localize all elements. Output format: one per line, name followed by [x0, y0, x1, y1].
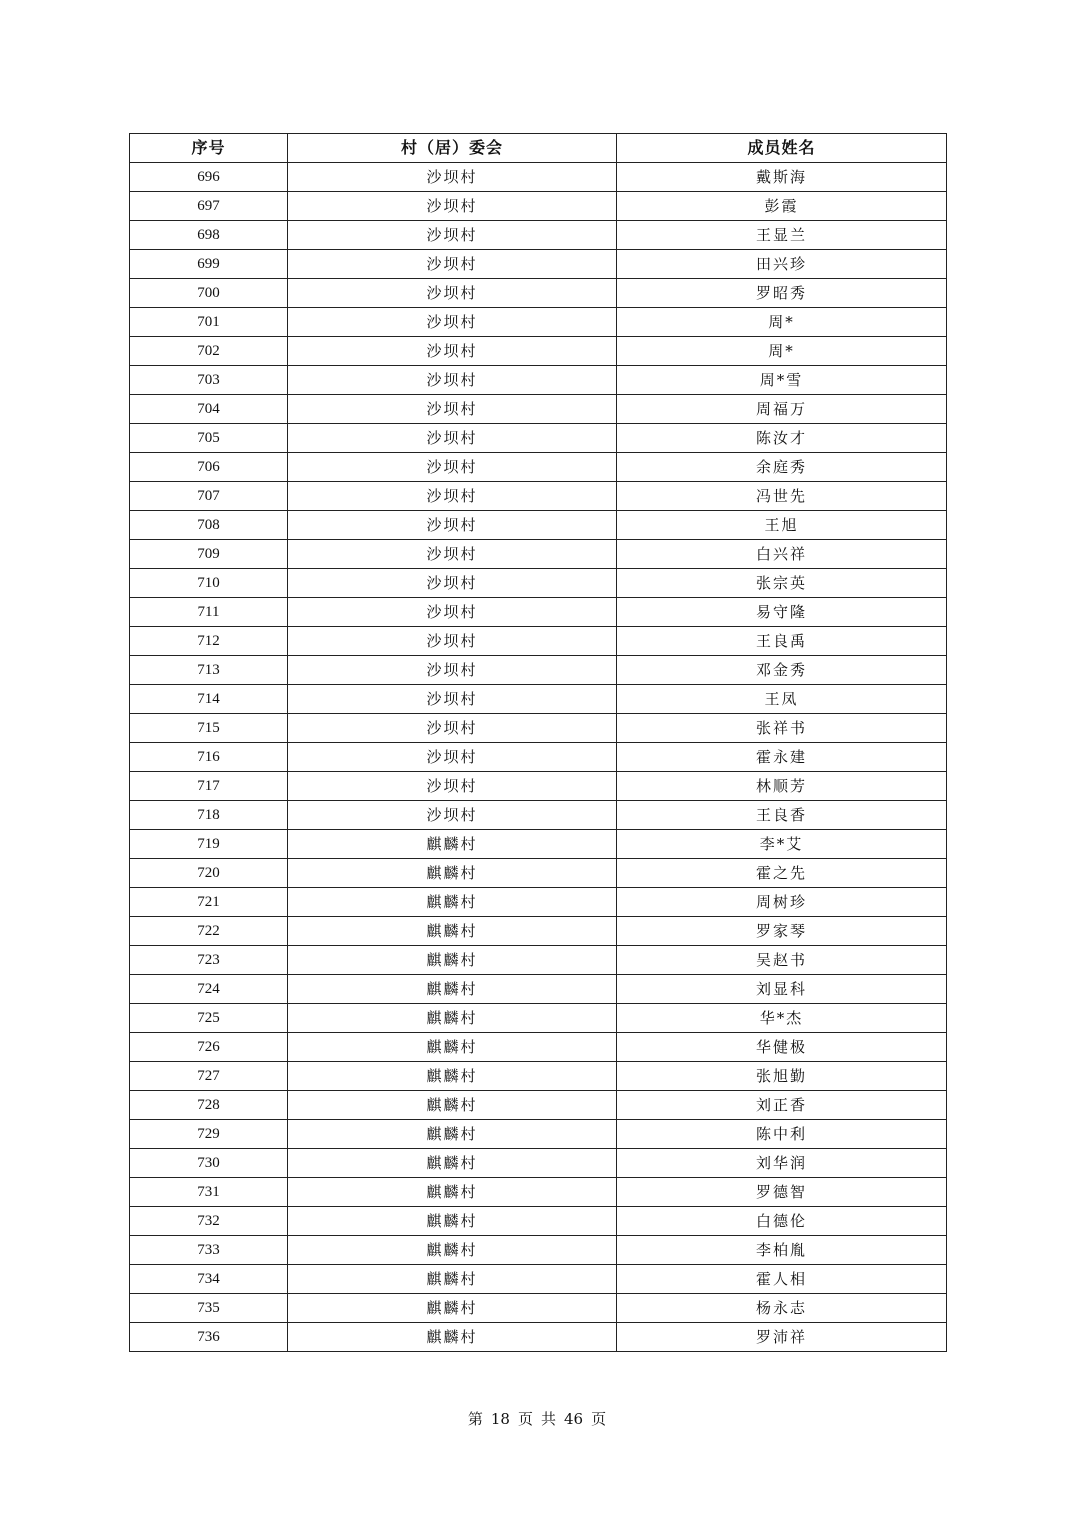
cell-village: 沙坝村 [288, 308, 617, 337]
table-header-row [130, 134, 947, 163]
table-row [130, 1178, 947, 1207]
cell-member-name: 王良禹 [617, 627, 947, 656]
header-member-name: 成员姓名 [617, 134, 947, 163]
cell-village: 麒麟村 [288, 1033, 617, 1062]
table-row [130, 1091, 947, 1120]
cell-seq: 733 [130, 1236, 288, 1265]
table-row [130, 946, 947, 975]
cell-village: 沙坝村 [288, 163, 617, 192]
cell-village: 麒麟村 [288, 917, 617, 946]
cell-member-name: 王良香 [617, 801, 947, 830]
cell-member-name: 李*艾 [617, 830, 947, 859]
table-row [130, 1149, 947, 1178]
cell-seq: 716 [130, 743, 288, 772]
footer-suffix: 页 [591, 1410, 607, 1428]
cell-village: 麒麟村 [288, 830, 617, 859]
table-row [130, 337, 947, 366]
cell-village: 沙坝村 [288, 569, 617, 598]
cell-member-name: 王凤 [617, 685, 947, 714]
cell-village: 沙坝村 [288, 743, 617, 772]
table-row [130, 221, 947, 250]
cell-member-name: 白德伦 [617, 1207, 947, 1236]
cell-member-name: 余庭秀 [617, 453, 947, 482]
table-row [130, 163, 947, 192]
cell-seq: 728 [130, 1091, 288, 1120]
cell-seq: 710 [130, 569, 288, 598]
table-row [130, 482, 947, 511]
cell-member-name: 杨永志 [617, 1294, 947, 1323]
cell-member-name: 彭霞 [617, 192, 947, 221]
table-row [130, 598, 947, 627]
header-seq: 序号 [130, 134, 288, 163]
cell-member-name: 易守隆 [617, 598, 947, 627]
cell-seq: 712 [130, 627, 288, 656]
cell-seq: 703 [130, 366, 288, 395]
cell-village: 麒麟村 [288, 1062, 617, 1091]
cell-seq: 719 [130, 830, 288, 859]
cell-member-name: 戴斯海 [617, 163, 947, 192]
cell-seq: 711 [130, 598, 288, 627]
cell-seq: 696 [130, 163, 288, 192]
cell-member-name: 罗德智 [617, 1178, 947, 1207]
cell-seq: 725 [130, 1004, 288, 1033]
cell-seq: 705 [130, 424, 288, 453]
cell-member-name: 华*杰 [617, 1004, 947, 1033]
cell-member-name: 陈中利 [617, 1120, 947, 1149]
cell-village: 麒麟村 [288, 1091, 617, 1120]
footer-page-word: 页 [517, 1410, 533, 1428]
cell-seq: 717 [130, 772, 288, 801]
cell-seq: 706 [130, 453, 288, 482]
table-row [130, 366, 947, 395]
cell-member-name: 王旭 [617, 511, 947, 540]
cell-seq: 722 [130, 917, 288, 946]
cell-member-name: 霍永建 [617, 743, 947, 772]
cell-seq: 709 [130, 540, 288, 569]
cell-village: 麒麟村 [288, 1207, 617, 1236]
cell-seq: 736 [130, 1323, 288, 1352]
cell-seq: 729 [130, 1120, 288, 1149]
cell-village: 麒麟村 [288, 1294, 617, 1323]
cell-member-name: 周*雪 [617, 366, 947, 395]
cell-village: 沙坝村 [288, 279, 617, 308]
cell-village: 沙坝村 [288, 598, 617, 627]
cell-seq: 707 [130, 482, 288, 511]
cell-seq: 730 [130, 1149, 288, 1178]
cell-member-name: 周福万 [617, 395, 947, 424]
table-row [130, 279, 947, 308]
cell-member-name: 罗沛祥 [617, 1323, 947, 1352]
table-row [130, 1323, 947, 1352]
table-row [130, 743, 947, 772]
cell-village: 沙坝村 [288, 192, 617, 221]
cell-village: 麒麟村 [288, 946, 617, 975]
cell-village: 沙坝村 [288, 772, 617, 801]
table-row [130, 511, 947, 540]
cell-village: 麒麟村 [288, 1178, 617, 1207]
cell-member-name: 周* [617, 308, 947, 337]
cell-village: 沙坝村 [288, 337, 617, 366]
cell-seq: 720 [130, 859, 288, 888]
cell-member-name: 罗昭秀 [617, 279, 947, 308]
cell-village: 麒麟村 [288, 859, 617, 888]
cell-seq: 713 [130, 656, 288, 685]
member-table-container [129, 133, 946, 1352]
table-row [130, 192, 947, 221]
cell-seq: 727 [130, 1062, 288, 1091]
table-row [130, 627, 947, 656]
table-row [130, 1062, 947, 1091]
cell-member-name: 白兴祥 [617, 540, 947, 569]
cell-seq: 715 [130, 714, 288, 743]
table-row [130, 1207, 947, 1236]
table-row [130, 1236, 947, 1265]
cell-seq: 708 [130, 511, 288, 540]
cell-seq: 734 [130, 1265, 288, 1294]
table-row [130, 801, 947, 830]
cell-seq: 718 [130, 801, 288, 830]
table-row [130, 1033, 947, 1062]
table-row [130, 424, 947, 453]
cell-village: 沙坝村 [288, 714, 617, 743]
cell-village: 沙坝村 [288, 453, 617, 482]
cell-seq: 726 [130, 1033, 288, 1062]
cell-seq: 732 [130, 1207, 288, 1236]
table-row [130, 685, 947, 714]
cell-seq: 704 [130, 395, 288, 424]
member-table [129, 133, 947, 1352]
cell-seq: 714 [130, 685, 288, 714]
table-row [130, 917, 947, 946]
cell-seq: 701 [130, 308, 288, 337]
footer-prefix: 第 [467, 1410, 483, 1428]
cell-village: 沙坝村 [288, 801, 617, 830]
table-row [130, 656, 947, 685]
cell-member-name: 周树珍 [617, 888, 947, 917]
cell-member-name: 张旭勤 [617, 1062, 947, 1091]
cell-seq: 702 [130, 337, 288, 366]
footer-current-page: 18 [490, 1410, 510, 1428]
cell-village: 麒麟村 [288, 1120, 617, 1149]
cell-member-name: 刘正香 [617, 1091, 947, 1120]
table-row [130, 859, 947, 888]
cell-village: 沙坝村 [288, 540, 617, 569]
table-row [130, 395, 947, 424]
header-village-committee: 村（居）委会 [288, 134, 617, 163]
table-row [130, 569, 947, 598]
cell-village: 沙坝村 [288, 250, 617, 279]
table-row [130, 250, 947, 279]
table-row [130, 1004, 947, 1033]
cell-village: 麒麟村 [288, 1265, 617, 1294]
cell-member-name: 林顺芳 [617, 772, 947, 801]
cell-village: 沙坝村 [288, 395, 617, 424]
cell-village: 沙坝村 [288, 221, 617, 250]
table-row [130, 453, 947, 482]
cell-village: 沙坝村 [288, 511, 617, 540]
cell-member-name: 李柏胤 [617, 1236, 947, 1265]
cell-seq: 721 [130, 888, 288, 917]
cell-seq: 723 [130, 946, 288, 975]
cell-member-name: 吴赵书 [617, 946, 947, 975]
table-body [130, 163, 947, 1352]
cell-village: 沙坝村 [288, 366, 617, 395]
cell-village: 麒麟村 [288, 1149, 617, 1178]
cell-village: 麒麟村 [288, 975, 617, 1004]
table-row [130, 830, 947, 859]
cell-member-name: 邓金秀 [617, 656, 947, 685]
cell-member-name: 王显兰 [617, 221, 947, 250]
cell-member-name: 霍人相 [617, 1265, 947, 1294]
cell-member-name: 冯世先 [617, 482, 947, 511]
table-row [130, 888, 947, 917]
cell-member-name: 周* [617, 337, 947, 366]
cell-village: 麒麟村 [288, 888, 617, 917]
cell-member-name: 田兴珍 [617, 250, 947, 279]
cell-member-name: 华健极 [617, 1033, 947, 1062]
cell-village: 麒麟村 [288, 1236, 617, 1265]
footer-total-word: 共 [541, 1410, 557, 1428]
page-footer [0, 1408, 1074, 1429]
cell-village: 麒麟村 [288, 1323, 617, 1352]
cell-member-name: 刘华润 [617, 1149, 947, 1178]
cell-seq: 724 [130, 975, 288, 1004]
cell-village: 沙坝村 [288, 627, 617, 656]
cell-village: 沙坝村 [288, 656, 617, 685]
cell-seq: 735 [130, 1294, 288, 1323]
table-row [130, 1265, 947, 1294]
cell-member-name: 罗家琴 [617, 917, 947, 946]
cell-seq: 731 [130, 1178, 288, 1207]
cell-village: 沙坝村 [288, 685, 617, 714]
cell-seq: 699 [130, 250, 288, 279]
cell-seq: 697 [130, 192, 288, 221]
cell-member-name: 张祥书 [617, 714, 947, 743]
cell-member-name: 陈汝才 [617, 424, 947, 453]
table-row [130, 540, 947, 569]
footer-total-pages: 46 [564, 1410, 584, 1428]
table-row [130, 975, 947, 1004]
cell-member-name: 张宗英 [617, 569, 947, 598]
table-row [130, 772, 947, 801]
cell-village: 麒麟村 [288, 1004, 617, 1033]
cell-seq: 698 [130, 221, 288, 250]
cell-member-name: 刘显科 [617, 975, 947, 1004]
table-row [130, 1294, 947, 1323]
cell-village: 沙坝村 [288, 482, 617, 511]
cell-member-name: 霍之先 [617, 859, 947, 888]
cell-seq: 700 [130, 279, 288, 308]
table-row [130, 1120, 947, 1149]
cell-village: 沙坝村 [288, 424, 617, 453]
table-row [130, 308, 947, 337]
table-row [130, 714, 947, 743]
